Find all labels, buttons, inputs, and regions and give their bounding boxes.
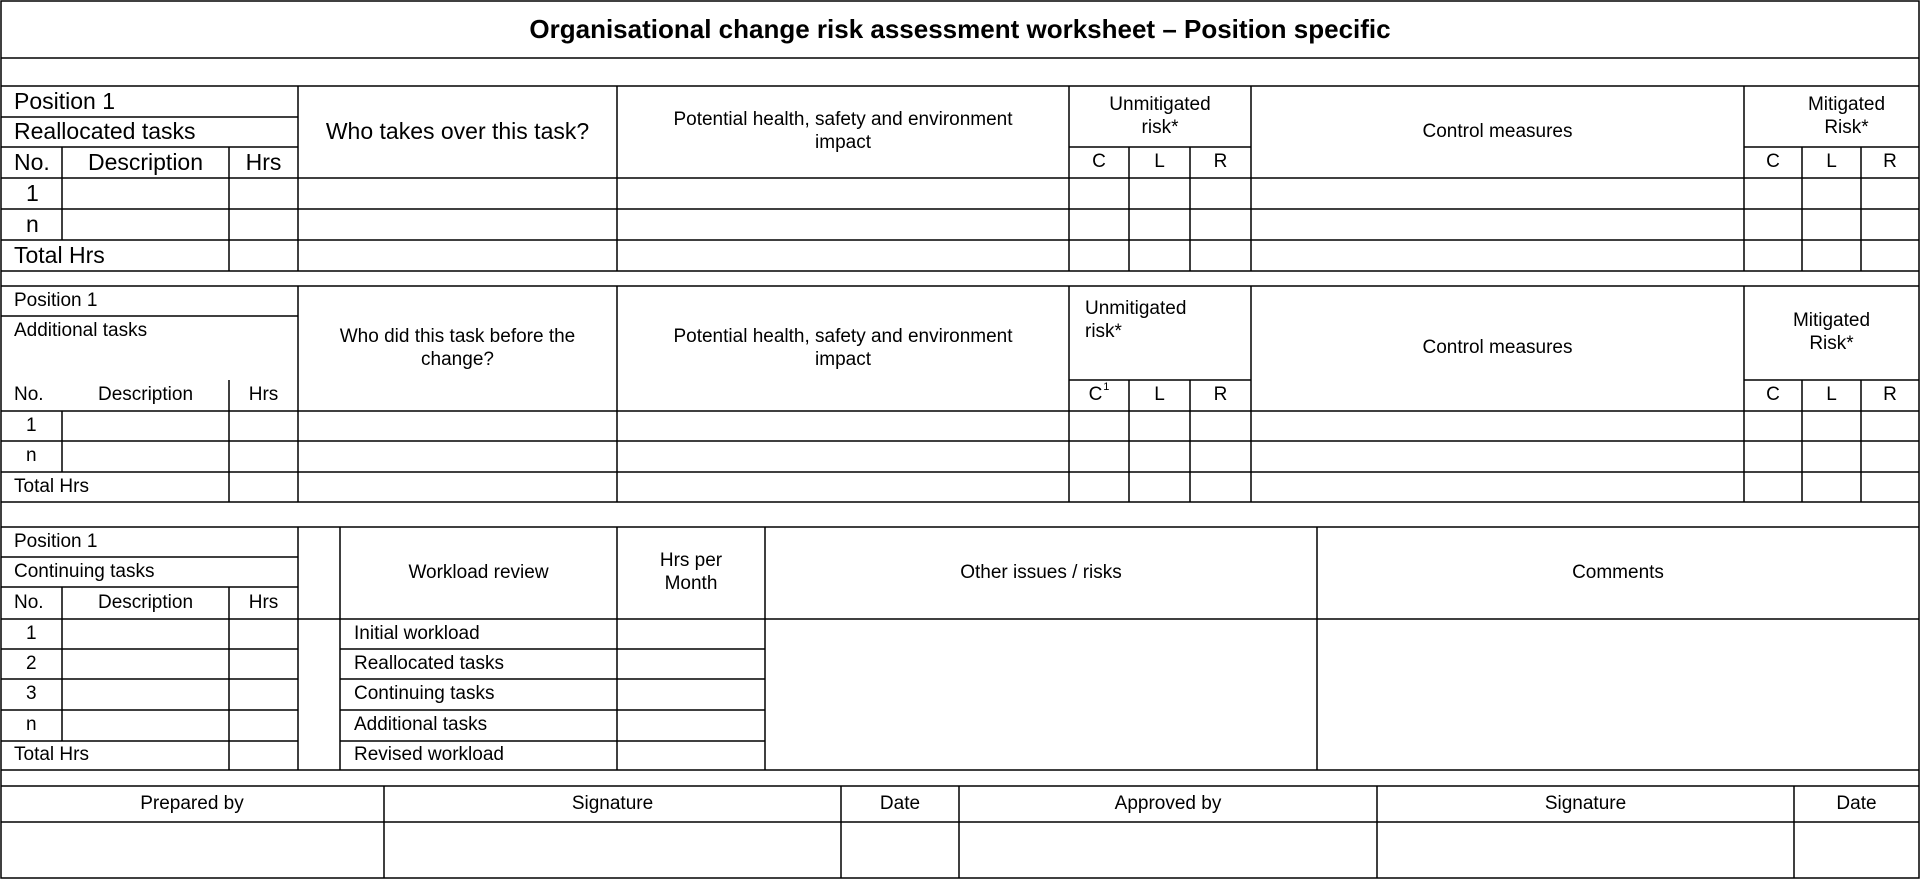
other-issues-header: Other issues / risks bbox=[960, 561, 1122, 583]
section2-unmitigated-c-superscript: 1 bbox=[1103, 380, 1110, 393]
section2-impact-header: Potential health, safety and environment impact bbox=[673, 325, 1013, 370]
other-issues-field[interactable] bbox=[766, 620, 1316, 769]
section2-mitigated-r: R bbox=[1883, 384, 1897, 406]
section1-impact-header: Potential health, safety and environment impact bbox=[673, 109, 1013, 153]
section2-subtitle: Additional tasks bbox=[14, 319, 148, 341]
section1-row-number: n bbox=[26, 210, 39, 237]
section2-unmitigated-c bbox=[1069, 380, 1129, 411]
section3-position-label: Position 1 bbox=[14, 530, 98, 552]
section2-control-measures-header: Control measures bbox=[1422, 337, 1573, 359]
section3-row-number: 3 bbox=[26, 683, 37, 705]
section3-col-description: Description bbox=[97, 591, 194, 613]
section2-col-hrs: Hrs bbox=[248, 384, 279, 406]
section1-unmitigated-r: R bbox=[1213, 151, 1228, 173]
prepared-by-field[interactable] bbox=[2, 823, 383, 877]
section2-mitigated-c: C bbox=[1766, 384, 1780, 406]
section2-unmitigated-l: L bbox=[1154, 384, 1165, 406]
section3-subtitle: Continuing tasks bbox=[14, 560, 155, 582]
section1-mitigated-r: R bbox=[1883, 151, 1897, 173]
section1-total-hrs-label: Total Hrs bbox=[14, 241, 105, 268]
approved-by-header: Approved by bbox=[1114, 792, 1222, 814]
workload-item: Additional tasks bbox=[354, 714, 488, 736]
comments-field[interactable] bbox=[1318, 620, 1918, 769]
approved-date-field[interactable] bbox=[1795, 823, 1918, 877]
section1-position-label: Position 1 bbox=[14, 87, 116, 114]
section2-row-number: n bbox=[26, 445, 37, 467]
section1-col-hrs: Hrs bbox=[245, 148, 282, 175]
section1-mitigated-header: Mitigated Risk* bbox=[1807, 93, 1886, 138]
workload-item: Revised workload bbox=[354, 744, 504, 766]
section1-row-number: 1 bbox=[26, 179, 39, 206]
section2-col-no: No. bbox=[14, 384, 44, 406]
prepared-date-header: Date bbox=[879, 792, 921, 814]
section3-col-no: No. bbox=[14, 591, 44, 613]
section3-row-number: 2 bbox=[26, 652, 37, 674]
section1-col-description: Description bbox=[87, 148, 204, 175]
workload-item: Continuing tasks bbox=[354, 683, 495, 705]
section3-row-number: 1 bbox=[26, 622, 37, 644]
workload-item: Initial workload bbox=[354, 622, 480, 644]
section2-who-header: Who did this task before the change? bbox=[339, 325, 576, 370]
section2-mitigated-l: L bbox=[1826, 384, 1837, 406]
hrs-per-month-header: Hrs per Month bbox=[659, 550, 723, 594]
approved-by-field[interactable] bbox=[960, 823, 1376, 877]
section1-who-header: Who takes over this task? bbox=[325, 118, 590, 145]
preparer-signature-field[interactable] bbox=[385, 823, 840, 877]
section1-control-measures-header: Control measures bbox=[1422, 120, 1573, 142]
approved-date-header: Date bbox=[1836, 792, 1877, 814]
prepared-date-field[interactable] bbox=[842, 823, 958, 877]
comments-header: Comments bbox=[1572, 561, 1664, 583]
section2-row-number: 1 bbox=[26, 414, 37, 436]
section2-unmitigated-header: Unmitigated risk* bbox=[1085, 298, 1187, 342]
workload-review-header: Workload review bbox=[408, 561, 549, 583]
section1-mitigated-l: L bbox=[1826, 151, 1837, 173]
prepared-by-header: Prepared by bbox=[140, 792, 244, 814]
section1-unmitigated-header: Unmitigated risk* bbox=[1109, 93, 1211, 138]
section2-position-label: Position 1 bbox=[14, 289, 98, 311]
section3-total-hrs-label: Total Hrs bbox=[14, 744, 89, 766]
section3-row-number: n bbox=[26, 714, 37, 736]
preparer-signature-header: Signature bbox=[571, 792, 654, 814]
section2-unmitigated-r: R bbox=[1213, 384, 1228, 406]
approver-signature-header: Signature bbox=[1544, 792, 1627, 814]
section1-unmitigated-c: C bbox=[1092, 151, 1106, 173]
section1-mitigated-c: C bbox=[1766, 151, 1780, 173]
section3-col-hrs: Hrs bbox=[248, 591, 279, 613]
section1-subtitle: Reallocated tasks bbox=[14, 118, 196, 145]
approver-signature-field[interactable] bbox=[1378, 823, 1793, 877]
workload-item: Reallocated tasks bbox=[354, 652, 504, 674]
section2-mitigated-header: Mitigated Risk* bbox=[1792, 310, 1871, 354]
section1-col-no: No. bbox=[14, 148, 50, 175]
worksheet-title: Organisational change risk assessment worksheet – Position specific bbox=[529, 14, 1391, 45]
section2-col-description: Description bbox=[97, 384, 194, 406]
section1-unmitigated-l: L bbox=[1154, 151, 1165, 173]
section2-total-hrs-label: Total Hrs bbox=[14, 475, 89, 497]
section2-unmitigated-c-letter: C bbox=[1088, 384, 1103, 406]
